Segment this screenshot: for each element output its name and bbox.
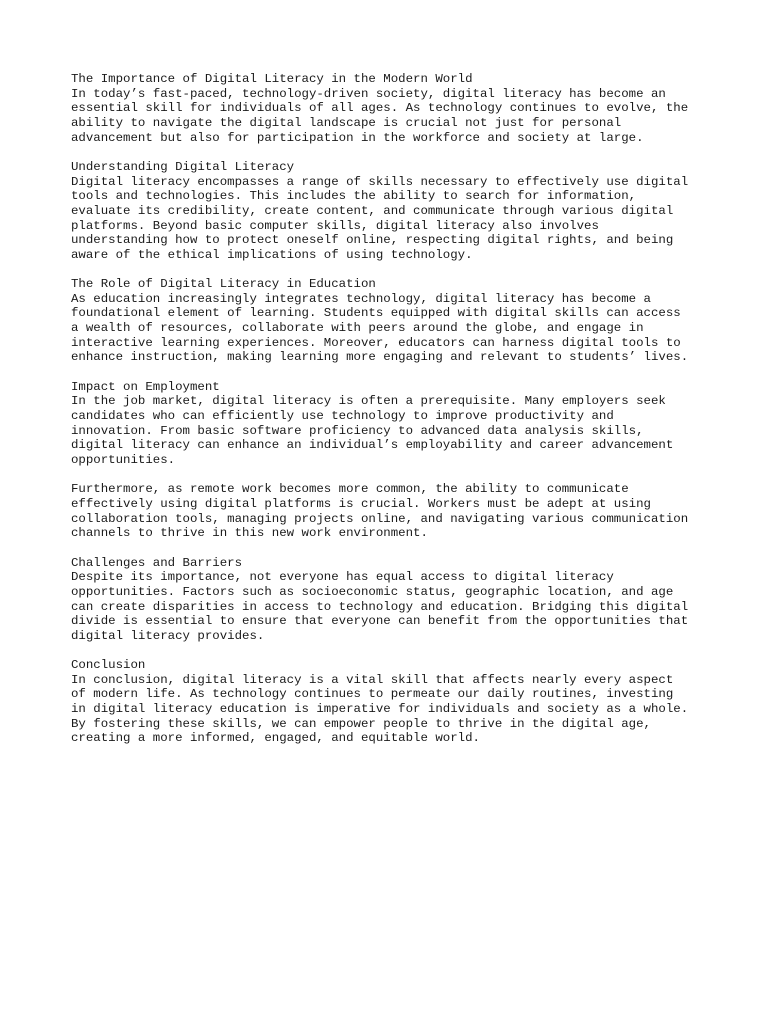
paragraph-line: divide is essential to ensure that everyone can benefit from the opportunities that <box>71 614 689 629</box>
paragraph-line: ability to navigate the digital landscape is crucial not just for personal <box>71 115 622 130</box>
section-remote-work <box>71 482 711 541</box>
paragraph-line: opportunities. <box>71 453 176 468</box>
paragraph-line: platforms. Beyond basic computer skills, digital literacy also involves <box>71 218 599 233</box>
paragraph-line: foundational element of learning. Students equipped with digital skills can access <box>71 306 681 321</box>
section-heading: Conclusion <box>71 658 146 673</box>
paragraph-line: of modern life. As technology continues to permeate our daily routines, investing <box>71 687 674 702</box>
paragraph-line: candidates who can efficiently use technology to improve productivity and <box>71 409 614 424</box>
section-education <box>71 277 711 365</box>
section-importance <box>71 72 711 145</box>
paragraph-line: essential skill for individuals of all ages. As technology continues to evolve, the <box>71 101 689 116</box>
paragraph-line: enhance instruction, making learning more engaging and relevant to students’ lives. <box>71 350 689 365</box>
paragraph-line: collaboration tools, managing projects online, and navigating various communication <box>71 511 689 526</box>
section-employment <box>71 380 711 468</box>
section-conclusion <box>71 658 711 746</box>
section-challenges <box>71 556 711 644</box>
section-heading: Challenges and Barriers <box>71 555 243 570</box>
paragraph-line: digital literacy provides. <box>71 628 265 643</box>
paragraph-line: channels to thrive in this new work environment. <box>71 526 428 541</box>
paragraph-line: In today’s fast-paced, technology-driven society, digital literacy has become an <box>71 86 666 101</box>
paragraph-line: evaluate its credibility, create content, and communicate through various digital <box>71 203 674 218</box>
document-page <box>71 72 711 761</box>
paragraph-line: digital literacy can enhance an individual’s employability and career advancement <box>71 438 674 453</box>
paragraph-line: innovation. From basic software proficiency to advanced data analysis skills, <box>71 423 644 438</box>
paragraph-line: effectively using digital platforms is crucial. Workers must be adept at using <box>71 496 651 511</box>
section-heading: Impact on Employment <box>71 379 220 394</box>
paragraph-line: aware of the ethical implications of using technology. <box>71 247 473 262</box>
paragraph-line: understanding how to protect oneself online, respecting digital rights, and being <box>71 233 674 248</box>
paragraph-line: interactive learning experiences. Moreover, educators can harness digital tools to <box>71 335 681 350</box>
paragraph-line: By fostering these skills, we can empower people to thrive in the digital age, <box>71 716 651 731</box>
paragraph-line: creating a more informed, engaged, and equitable world. <box>71 731 480 746</box>
paragraph-line: Despite its importance, not everyone has equal access to digital literacy <box>71 570 614 585</box>
section-heading: The Role of Digital Literacy in Education <box>71 277 376 292</box>
paragraph-line: In conclusion, digital literacy is a vital skill that affects nearly every aspect <box>71 672 674 687</box>
paragraph-line: In the job market, digital literacy is often a prerequisite. Many employers seek <box>71 394 666 409</box>
paragraph-line: a wealth of resources, collaborate with peers around the globe, and engage in <box>71 321 644 336</box>
paragraph-line: As education increasingly integrates technology, digital literacy has become a <box>71 291 651 306</box>
paragraph-line: opportunities. Factors such as socioeconomic status, geographic location, and age <box>71 584 674 599</box>
section-heading: The Importance of Digital Literacy in the Modern World <box>71 72 473 86</box>
section-heading: Understanding Digital Literacy <box>71 159 295 174</box>
paragraph-line: advancement but also for participation in the workforce and society at large. <box>71 130 644 145</box>
paragraph-line: in digital literacy education is imperative for individuals and society as a whole. <box>71 702 689 717</box>
section-understanding <box>71 160 711 263</box>
paragraph-line: tools and technologies. This includes the ability to search for information, <box>71 189 637 204</box>
paragraph-line: Digital literacy encompasses a range of skills necessary to effectively use digital <box>71 174 689 189</box>
paragraph-line: Furthermore, as remote work becomes more common, the ability to communicate <box>71 482 629 497</box>
paragraph-line: can create disparities in access to technology and education. Bridging this digital <box>71 599 689 614</box>
